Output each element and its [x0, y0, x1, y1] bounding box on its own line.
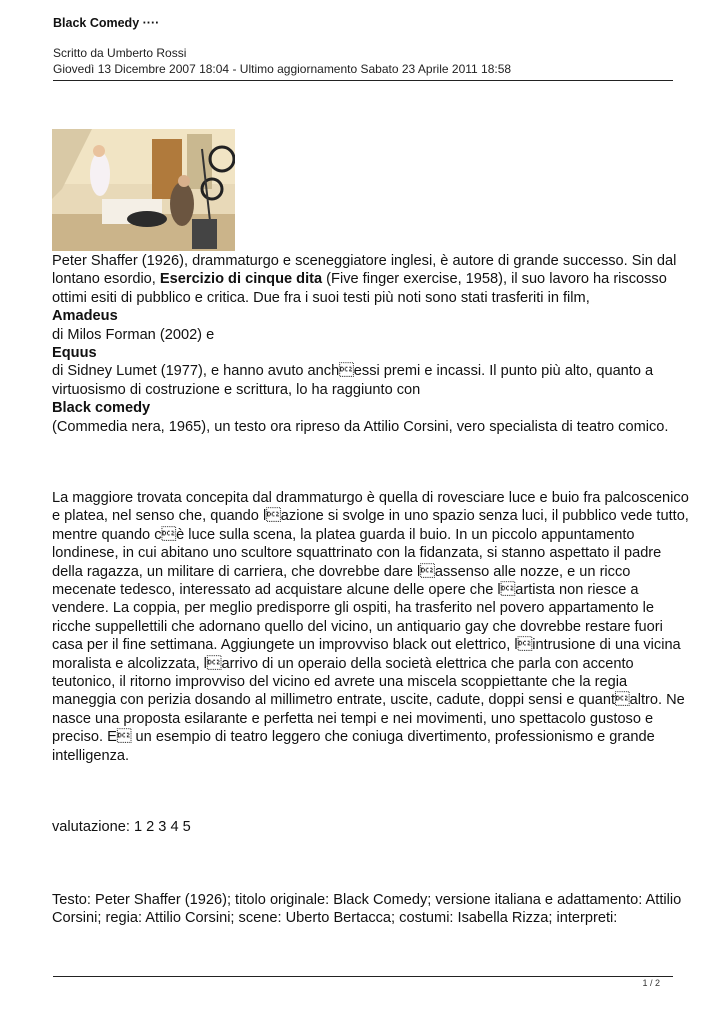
play-black-comedy: Black comedy	[52, 400, 151, 417]
date-line: Giovedì 13 Dicembre 2007 18:04 - Ultimo aggiornamento Sabato 23 Aprile 2011 18:58	[53, 62, 512, 76]
film-amadeus: Amadeus	[52, 308, 118, 325]
review-paragraph: La maggiore trovata concepita dal drammaturgo è quella di rovesciare luce e buio fra palcoscenico e platea, nel senso che, quando lazione si svolge in uno spazio senza luci, il pubblico vede tutto, mentre quando cè luce sulla scena, la platea guarda il buio. In un piccolo appuntamento londinese, in cui abitano uno scultore squattrinato con la fidanzata, si stanno aspettato il padre della ragazza, un militare di carriera, che dovrebbe dare lassenso alle nozze, e un ricco mecenate tedesco, interessato ad acquistare alcune delle opere che lartista non riesce a vendere. La coppia, per meglio predisporre gli ospiti, ha trasferito nel povero appartamento le ricche suppellettili che adornano quello del vicino, un antiquario gay che dovrebbe restare fuori casa per il fine settimana. Aggiungete un improvviso black out elettrico, lintrusione di una vicina moralista e alcolizzata, larrivo di un operaio della società elettrica che parla con accento teutonico, il ritorno improvviso del vicino ed avrete una miscela scoppiettante che la regia maneggia con perizia dosando al millimetro entrate, uscite, cadute, doppi sensi e quantaltro. Ne nasce una proposta esilarante e perfetta nei tempi e nei movimenti, uno spettacolo gustoso e preciso. E un esempio di teatro leggero che coniuga divertimento, professionismo e grande intelligenza.	[52, 490, 689, 764]
stage-photo	[52, 129, 235, 251]
film-equus: Equus	[52, 345, 97, 362]
footer-divider	[53, 976, 673, 977]
article-title: Black Comedy ····	[53, 16, 160, 30]
page-number: 1 / 2	[642, 978, 660, 988]
title-esercizio: Esercizio di cinque dita	[159, 271, 323, 288]
intro-paragraph: Peter Shaffer (1926), drammaturgo e sceneggiatore inglesi, è autore di grande successo. Sin dal lontano esordio, Esercizio di cinque dita (Five finger exercise, 1958), il suo lavoro ha riscosso ottimi esiti di pubblico e critica. Due fra i suoi testi più noti sono stati trasferiti in film, Amadeus di Milos Forman (2002) e Equus di Sidney Lumet (1977), e hanno avuto anchessi premi e incassi. Il punto più alto, quanto a virtuosismo di costruzione e scrittura, lo ha raggiunto con Black comedy (Commedia nera, 1965), un testo ora ripreso da Attilio Corsini, vero specialista di teatro comico.	[52, 253, 677, 435]
rating-line: valutazione: 1 2 3 4 5	[52, 819, 191, 835]
header-divider	[53, 80, 673, 81]
credits-paragraph: Testo: Peter Shaffer (1926); titolo originale: Black Comedy; versione italiana e adattamento: Attilio Corsini; regia: Attilio Corsini; scene: Uberto Bertacca; costumi: Isabella Rizza; interpreti:	[52, 892, 682, 927]
author-line: Scritto da Umberto Rossi	[53, 46, 187, 60]
